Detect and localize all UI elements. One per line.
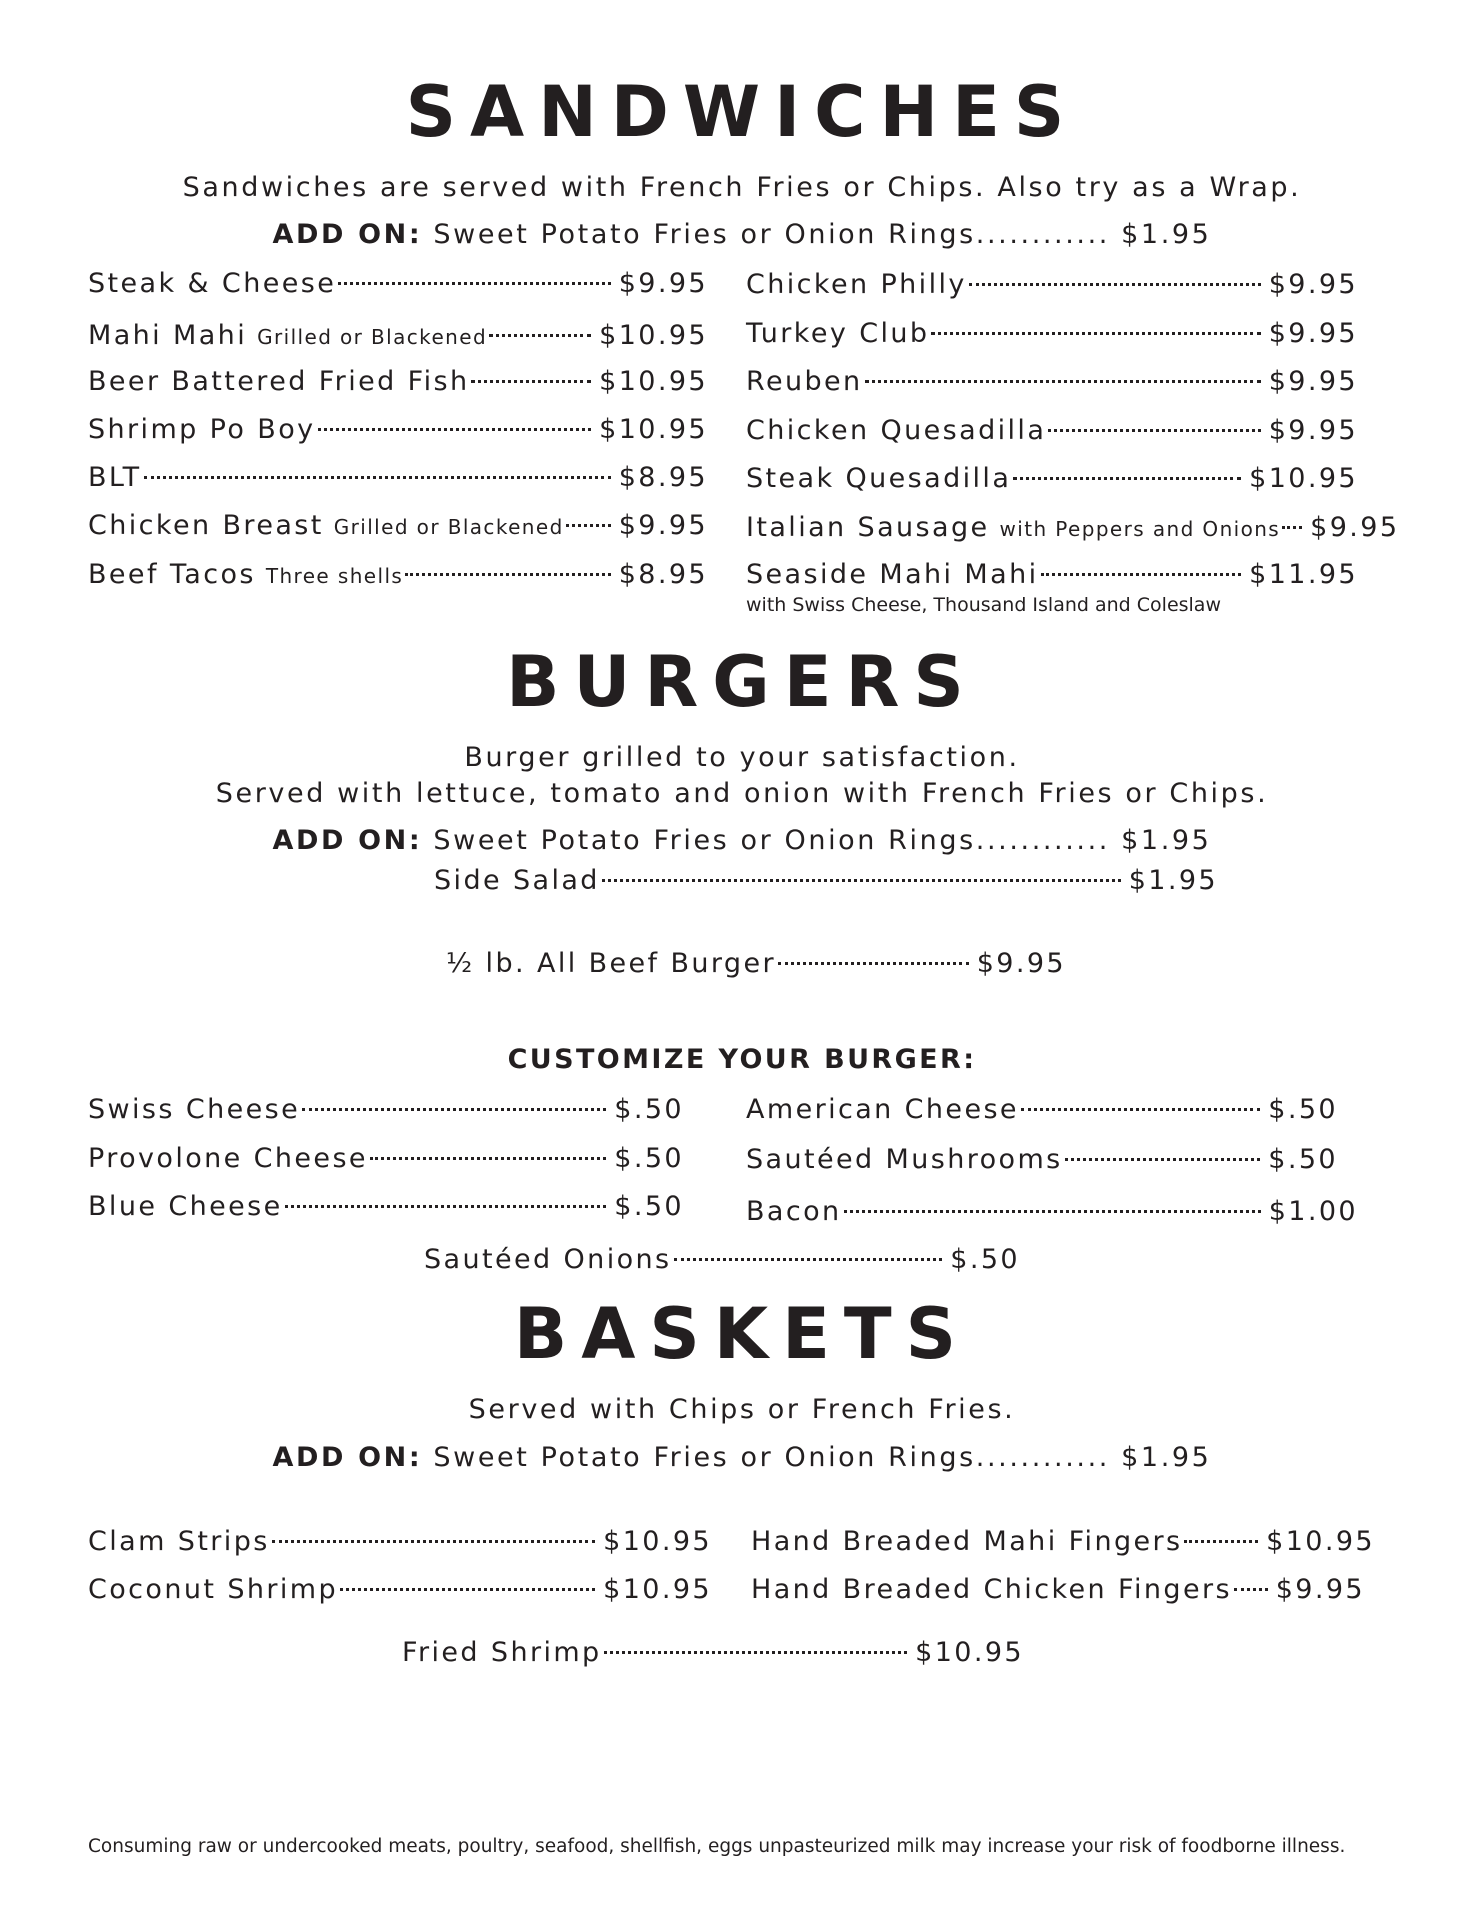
menu-item	[88, 1189, 684, 1225]
menu-item	[88, 266, 708, 302]
burgers-addon	[0, 823, 1484, 859]
addon-price: $1.95	[1121, 825, 1212, 856]
item-name: Hand Breaded Mahi Fingers	[751, 1526, 1183, 1557]
side-salad-item	[434, 863, 1218, 899]
burgers-line-2: Served with lettuce, tomato and onion with French Fries or Chips.	[215, 778, 1269, 809]
item-name: Chicken Philly	[746, 269, 967, 300]
item-description: with Swiss Cheese, Thousand Island and Coleslaw	[746, 594, 1221, 616]
menu-item	[746, 364, 1358, 400]
item-name: Steak & Cheese	[88, 268, 337, 299]
item-price: $.50	[950, 1244, 1020, 1275]
leader-dots	[405, 573, 610, 576]
item-note: Grilled or Blackened	[257, 325, 488, 349]
item-price: $8.95	[618, 559, 708, 590]
leader-dots	[969, 283, 1261, 286]
leader-dots	[471, 380, 591, 383]
addon-label: ADD ON:	[272, 219, 423, 250]
baskets-title: BASKETS	[513, 1293, 971, 1375]
item-name: Sautéed Onions	[424, 1244, 672, 1275]
item-name: Hand Breaded Chicken Fingers	[751, 1574, 1232, 1605]
item-price: $9.95	[1268, 415, 1358, 446]
leader-dots	[318, 428, 592, 431]
fried-shrimp-item	[402, 1635, 1024, 1671]
menu-item	[746, 510, 1400, 547]
addon-text: Sweet Potato Fries or Onion Rings	[433, 825, 976, 856]
leader-dots	[1041, 573, 1242, 576]
menu-item	[746, 557, 1358, 593]
item-price: $9.95	[618, 510, 708, 541]
leader-dots	[144, 476, 611, 479]
addon-label: ADD ON:	[272, 1442, 423, 1473]
item-name: Italian Sausage	[746, 512, 990, 543]
item-price: $10.95	[603, 1526, 712, 1557]
item-price: $.50	[614, 1143, 684, 1174]
addon-text: Sweet Potato Fries or Onion Rings	[433, 219, 976, 250]
burgers-line-1: Burger grilled to your satisfaction.	[464, 742, 1020, 773]
item-note: Grilled or Blackened	[333, 515, 564, 539]
menu-item	[88, 1572, 712, 1608]
item-price: $10.95	[599, 366, 708, 397]
sandwiches-subtitle: Sandwiches are served with French Fries or Chips. Also try as a Wrap.	[182, 172, 1302, 203]
leader-dots	[370, 1157, 606, 1160]
leader-dots	[1021, 1108, 1260, 1111]
item-price: $11.95	[1249, 559, 1358, 590]
item-name: Chicken Quesadilla	[746, 415, 1047, 446]
menu-item	[88, 1524, 712, 1560]
leader-dots	[1184, 1540, 1258, 1543]
leader-dots	[778, 962, 969, 965]
item-price: $10.95	[1266, 1526, 1375, 1557]
item-name: Seaside Mahi Mahi	[746, 559, 1039, 590]
item-name: Chicken Breast	[88, 510, 324, 541]
health-disclaimer: Consuming raw or undercooked meats, poultry, seafood, shellfish, eggs unpasteurized milk may increase your risk of foodborne illness.	[88, 1836, 1346, 1857]
menu-item	[88, 412, 708, 448]
item-name: Clam Strips	[88, 1526, 270, 1557]
item-price: $8.95	[618, 462, 708, 493]
addon-dots: ............	[975, 219, 1122, 250]
leader-dots	[1282, 526, 1302, 529]
item-price: $.50	[1268, 1144, 1338, 1175]
item-name: Shrimp Po Boy	[88, 414, 316, 445]
addon-text: Sweet Potato Fries or Onion Rings	[433, 1442, 976, 1473]
menu-item	[746, 413, 1358, 449]
item-name: ½ lb. All Beef Burger	[446, 948, 776, 979]
item-price: $.50	[1268, 1094, 1338, 1125]
leader-dots	[931, 332, 1260, 335]
addon-price: $1.95	[1121, 219, 1212, 250]
sandwiches-title: SANDWICHES	[405, 71, 1079, 153]
menu-item	[746, 1142, 1338, 1178]
item-name: Swiss Cheese	[88, 1094, 301, 1125]
leader-dots	[1234, 1588, 1268, 1591]
item-name: BLT	[88, 462, 142, 493]
item-price: $9.95	[976, 948, 1066, 979]
item-name: Reuben	[746, 366, 863, 397]
item-name: Sautéed Mushrooms	[746, 1144, 1063, 1175]
item-price: $10.95	[603, 1574, 712, 1605]
leader-dots	[1013, 477, 1241, 480]
item-price: $10.95	[915, 1637, 1024, 1668]
leader-dots	[285, 1205, 607, 1208]
item-name: Blue Cheese	[88, 1191, 283, 1222]
item-name: Beer Battered Fried Fish	[88, 366, 470, 397]
item-name: Bacon	[746, 1196, 842, 1227]
item-name: Side Salad	[434, 865, 600, 896]
menu-item	[746, 316, 1358, 352]
leader-dots	[566, 524, 611, 527]
leader-dots	[604, 1651, 908, 1654]
baskets-addon	[0, 1440, 1484, 1476]
sauteed-onions-item	[424, 1242, 1020, 1278]
leader-dots	[865, 380, 1261, 383]
menu-item	[88, 460, 708, 496]
leader-dots	[302, 1108, 606, 1111]
item-name: Fried Shrimp	[402, 1637, 602, 1668]
baskets-subtitle: Served with Chips or French Fries.	[468, 1394, 1016, 1425]
menu-item	[746, 1092, 1338, 1128]
item-name: Mahi Mahi	[88, 320, 248, 351]
item-price: $9.95	[1275, 1574, 1365, 1605]
item-price: $.50	[614, 1191, 684, 1222]
leader-dots	[338, 282, 611, 285]
item-price: $9.95	[1310, 512, 1400, 543]
leader-dots	[1048, 429, 1260, 432]
sandwiches-addon	[0, 217, 1484, 253]
burgers-title: BURGERS	[506, 641, 978, 723]
addon-dots: ............	[975, 825, 1122, 856]
menu-item	[88, 508, 708, 545]
item-price: $10.95	[599, 414, 708, 445]
item-name: Coconut Shrimp	[88, 1574, 339, 1605]
item-name: Beef Tacos	[88, 559, 256, 590]
menu-item	[88, 557, 708, 594]
addon-price: $1.95	[1121, 1442, 1212, 1473]
leader-dots	[489, 334, 591, 337]
menu-item	[88, 318, 708, 355]
menu-item	[746, 461, 1358, 497]
menu-item	[746, 1194, 1358, 1230]
item-note: Three shells	[265, 564, 404, 588]
addon-label: ADD ON:	[272, 825, 423, 856]
item-price: $9.95	[1268, 269, 1358, 300]
leader-dots	[674, 1258, 943, 1261]
menu-item	[746, 267, 1358, 303]
item-price: $9.95	[1268, 366, 1358, 397]
item-name: American Cheese	[746, 1094, 1019, 1125]
item-price: $9.95	[1268, 318, 1358, 349]
menu-item	[751, 1572, 1365, 1608]
item-price: $1.00	[1268, 1196, 1358, 1227]
item-name: Turkey Club	[746, 318, 930, 349]
item-price: $.50	[614, 1094, 684, 1125]
menu-item	[88, 1141, 684, 1177]
item-name: Steak Quesadilla	[746, 463, 1012, 494]
item-price: $1.95	[1128, 865, 1218, 896]
item-price: $9.95	[618, 268, 708, 299]
item-name: Provolone Cheese	[88, 1143, 368, 1174]
item-price: $10.95	[599, 320, 708, 351]
item-price: $10.95	[1249, 463, 1358, 494]
addon-dots: ............	[975, 1442, 1122, 1473]
all-beef-burger-item	[446, 946, 1066, 982]
leader-dots	[844, 1210, 1261, 1213]
item-note: with Peppers and Onions	[999, 517, 1281, 541]
leader-dots	[272, 1540, 595, 1543]
leader-dots	[602, 879, 1121, 882]
menu-item	[751, 1524, 1375, 1560]
menu-item	[88, 1092, 684, 1128]
menu-item	[88, 364, 708, 400]
leader-dots	[340, 1588, 595, 1591]
leader-dots	[1065, 1158, 1261, 1161]
customize-title: CUSTOMIZE YOUR BURGER:	[507, 1044, 977, 1075]
